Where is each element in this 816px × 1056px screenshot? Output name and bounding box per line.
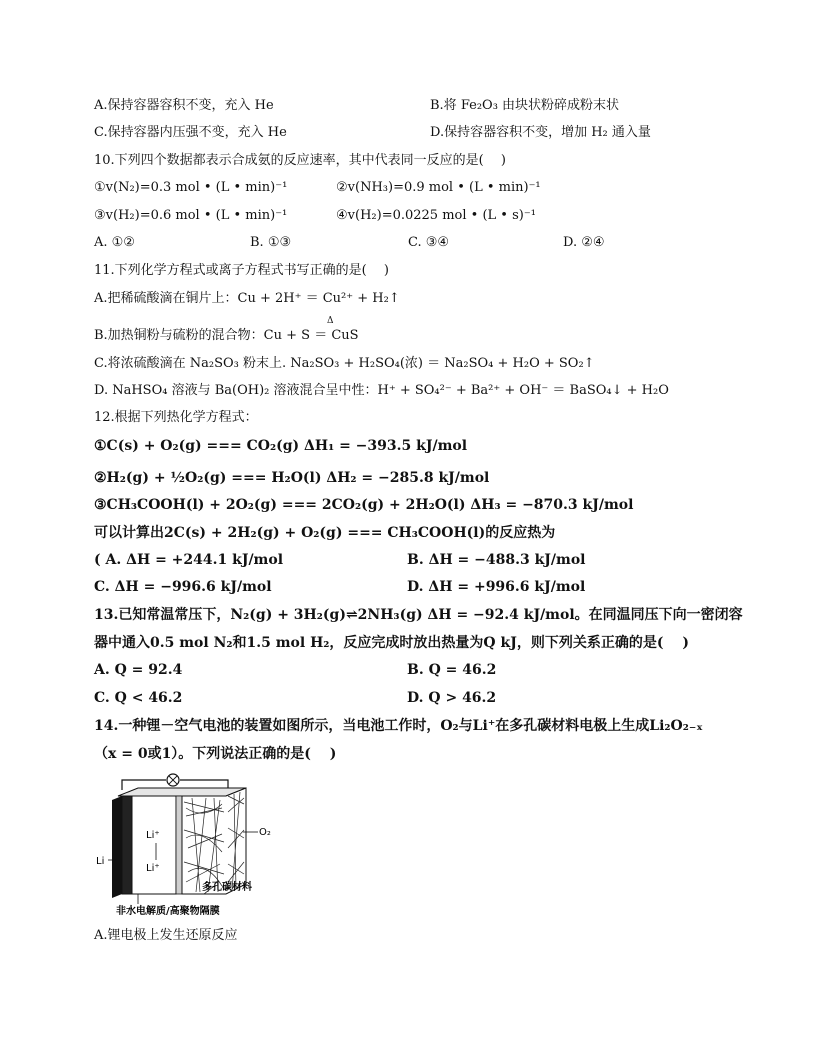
label-oxygen: O₂ — [259, 827, 271, 838]
q12-equation-1: ①C(s) + O₂(g) === CO₂(g) ΔH₁ = −393.5 kJ/mol — [94, 438, 468, 454]
q9-option-d: D.保持容器容积不变，增加 H₂ 通入量 — [430, 125, 651, 140]
q14-option-a: A.锂电极上发生还原反应 — [94, 928, 238, 943]
label-membrane: 非水电解质/高聚物隔膜 — [116, 906, 220, 917]
q9-option-c: C.保持容器内压强不变，充入 He — [94, 125, 287, 140]
q13-option-b: B. Q = 46.2 — [407, 662, 497, 678]
q11-option-d: D. NaHSO₄ 溶液与 Ba(OH)₂ 溶液混合呈中性：H⁺ + SO₄²⁻ + Ba²⁺ + OH⁻ ＝ BaSO₄↓ + H₂O — [94, 383, 669, 398]
q11-heat-symbol: Δ — [327, 316, 334, 326]
q12-equation-2: ②H₂(g) + ½O₂(g) === H₂O(l) ΔH₂ = −285.8 kJ/mol — [94, 470, 490, 486]
q12-question: 可以计算出2C(s) + 2H₂(g) + O₂(g) === CH₃COOH(l)的反应热为 — [94, 525, 556, 541]
q13-option-d: D. Q > 46.2 — [407, 690, 497, 706]
q10-rate-3: ③v(H₂)=0.6 mol • (L • min)⁻¹ — [94, 208, 288, 223]
q10-option-c: C. ③④ — [408, 235, 450, 250]
q14-stem-line-1: 14.一种锂－空气电池的装置如图所示，当电池工作时，O₂与Li⁺在多孔碳材料电极上生成Li₂O₂₋ₓ — [94, 718, 703, 734]
q10-rate-4: ④v(H₂)=0.0225 mol • (L • s)⁻¹ — [336, 208, 536, 223]
q13-stem-line-2: 器中通入0.5 mol N₂和1.5 mol H₂，反应完成时放出热量为Q kJ，则下列关系正确的是( ) — [94, 635, 689, 651]
q12-option-d: D. ΔH = +996.6 kJ/mol — [407, 579, 586, 595]
q11-stem: 11.下列化学方程式或离子方程式书写正确的是( ) — [94, 263, 389, 278]
q12-option-b: B. ΔH = −488.3 kJ/mol — [407, 552, 586, 568]
q14-stem-line-2: （x = 0或1）。下列说法正确的是( ) — [94, 746, 337, 762]
q10-stem: 10.下列四个数据都表示合成氨的反应速率，其中代表同一反应的是( ) — [94, 153, 506, 168]
q9-option-a: A.保持容器容积不变，充入 He — [94, 98, 274, 113]
label-lithium: Li — [96, 856, 105, 867]
q9-option-b: B.将 Fe₂O₃ 由块状粉碎成粉末状 — [430, 98, 620, 113]
q13-option-c: C. Q < 46.2 — [94, 690, 183, 706]
q10-rate-2: ②v(NH₃)=0.9 mol • (L • min)⁻¹ — [336, 180, 541, 195]
lithium-electrode — [112, 796, 122, 898]
q13-option-a: A. Q = 92.4 — [94, 662, 183, 678]
q10-option-a: A. ①② — [94, 235, 135, 250]
label-li-ion-1: Li⁺ — [146, 830, 160, 841]
q12-option-c: C. ΔH = −996.6 kJ/mol — [94, 579, 272, 595]
q12-equation-3: ③CH₃COOH(l) + 2O₂(g) === 2CO₂(g) + 2H₂O(l) ΔH₃ = −870.3 kJ/mol — [94, 497, 634, 513]
q11-option-c: C.将浓硫酸滴在 Na₂SO₃ 粉末上. Na₂SO₃ + H₂SO₄(浓) ＝ Na₂SO₄ + H₂O + SO₂↑ — [94, 356, 595, 371]
polymer-membrane — [176, 796, 182, 894]
q10-option-d: D. ②④ — [563, 235, 605, 250]
q11-option-a: A.把稀硫酸滴在铜片上：Cu + 2H⁺ ＝ Cu²⁺ + H₂↑ — [94, 291, 400, 306]
q12-option-a: ( A. ΔH = +244.1 kJ/mol — [94, 552, 284, 568]
electrolyte-region — [132, 796, 176, 894]
q11-option-b: B.加热铜粉与硫粉的混合物：Cu + S ＝ CuS — [94, 328, 359, 343]
label-porous-carbon: 多孔碳材料 — [202, 882, 252, 893]
q10-option-b: B. ①③ — [250, 235, 292, 250]
lithium-air-battery-figure — [96, 768, 276, 920]
q10-rate-1: ①v(N₂)=0.3 mol • (L • min)⁻¹ — [94, 180, 288, 195]
q12-stem: 12.根据下列热化学方程式： — [94, 410, 258, 425]
label-li-ion-2: Li⁺ — [146, 863, 160, 874]
q13-stem-line-1: 13.已知常温常压下，N₂(g) + 3H₂(g)⇌2NH₃(g) ΔH = −92.4 kJ/mol。在同温同压下向一密闭容 — [94, 607, 743, 623]
